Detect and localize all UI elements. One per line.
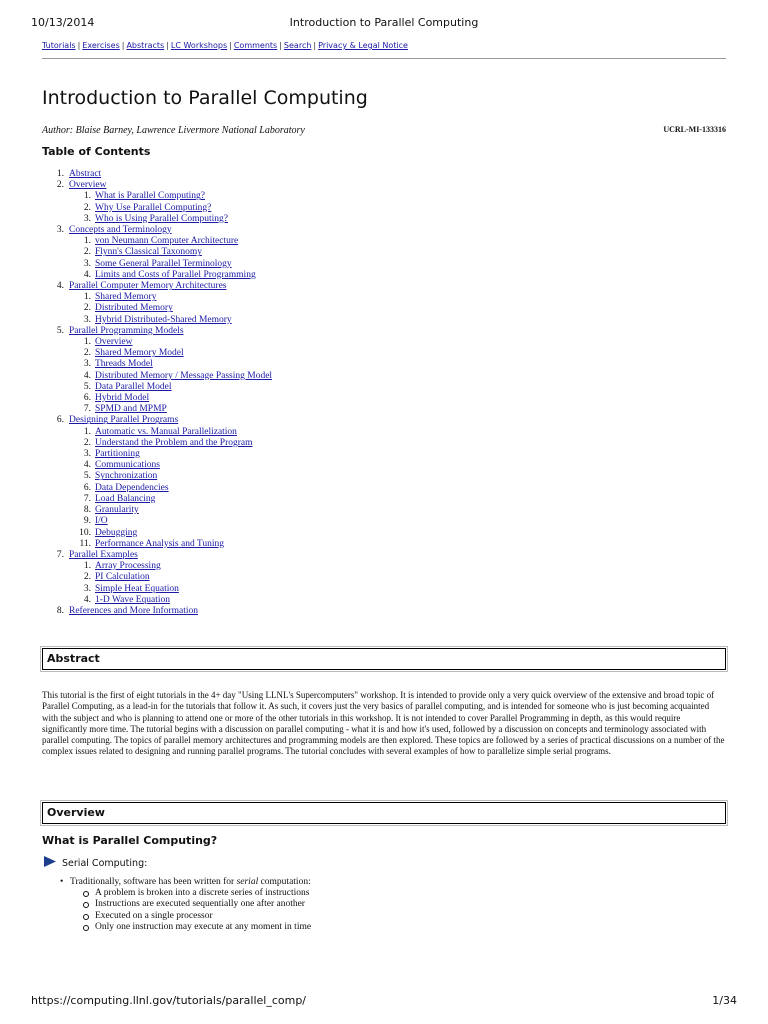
triangle-arrow-icon xyxy=(44,856,56,870)
nav-separator: | xyxy=(279,41,282,50)
toc-link[interactable]: Abstract xyxy=(69,169,102,179)
toc-link[interactable]: Overview xyxy=(69,180,107,191)
toc-subnumber: 3. xyxy=(83,258,91,269)
toc-subitem xyxy=(42,292,272,303)
toc-subitem xyxy=(42,270,272,281)
toc-sublink[interactable]: Partitioning xyxy=(95,449,140,460)
print-url: https://computing.llnl.gov/tutorials/parallel_comp/ xyxy=(31,994,307,1007)
toc-subnumber: 1. xyxy=(83,191,91,202)
toc-subitem xyxy=(42,561,272,572)
toc-subitem xyxy=(42,505,272,516)
overview-section-header xyxy=(42,802,726,824)
serial-computing-label-row xyxy=(44,856,147,870)
toc-subitem xyxy=(42,494,272,505)
toc-subitem xyxy=(42,528,272,539)
toc-number: 4. xyxy=(56,281,64,292)
serial-computing-label: Serial Computing: xyxy=(62,858,148,869)
toc-sublink[interactable]: Array Processing xyxy=(95,561,161,572)
serial-bullets xyxy=(60,877,311,933)
toc-sublink[interactable]: Why Use Parallel Computing? xyxy=(95,202,212,213)
toc-sublink[interactable]: Limits and Costs of Parallel Programming xyxy=(95,269,256,280)
toc-subitem xyxy=(42,303,272,314)
toc-sublink[interactable]: Granularity xyxy=(95,505,139,516)
sub-bullet-text: Instructions are executed sequentially one after another xyxy=(95,899,305,910)
toc-subitem xyxy=(42,203,272,214)
list-item xyxy=(60,888,311,899)
toc-subnumber: 3. xyxy=(83,359,91,370)
toc-subnumber: 2. xyxy=(83,247,91,258)
print-header xyxy=(31,16,737,32)
toc-subnumber: 3. xyxy=(83,583,91,594)
bullet-text-post: computation: xyxy=(258,877,311,887)
toc-item xyxy=(42,415,272,426)
list-item xyxy=(60,922,311,933)
toc-subnumber: 1. xyxy=(83,292,91,303)
toc-subitem xyxy=(42,393,272,404)
toc-subitem xyxy=(42,449,272,460)
toc-link[interactable]: Parallel Computer Memory Architectures xyxy=(69,281,227,292)
toc-item xyxy=(42,606,272,617)
toc-subnumber: 2. xyxy=(83,303,91,314)
toc-subnumber: 2. xyxy=(83,437,91,448)
toc-subitem xyxy=(42,359,272,370)
toc-subnumber: 4. xyxy=(83,370,91,381)
list-item xyxy=(60,911,311,922)
toc-item xyxy=(42,281,272,292)
toc-sublink[interactable]: Synchronization xyxy=(95,471,158,482)
circle-bullet-icon xyxy=(83,891,89,897)
nav-link[interactable]: Exercises xyxy=(82,41,120,50)
toc-subitem xyxy=(42,191,272,202)
toc-subnumber: 1. xyxy=(83,337,91,348)
nav-separator: | xyxy=(121,41,125,50)
toc-link[interactable]: References and More Information xyxy=(69,605,198,616)
toc-sublink[interactable]: Shared Memory xyxy=(95,292,157,303)
sub-bullet-text: Only one instruction may execute at any moment in time xyxy=(95,921,312,932)
toc-sublink[interactable]: Threads Model xyxy=(95,359,153,370)
toc-subitem xyxy=(42,247,272,258)
toc-subnumber: 6. xyxy=(83,393,91,404)
toc-link[interactable]: Parallel Programming Models xyxy=(69,325,184,336)
toc-subitem xyxy=(42,460,272,471)
toc-item xyxy=(42,169,272,180)
toc-subitem xyxy=(42,438,272,449)
what-is-parallel-heading: What is Parallel Computing? xyxy=(42,834,218,847)
toc-sublink[interactable]: What is Parallel Computing? xyxy=(95,191,206,202)
toc-sublink[interactable]: Flynn's Classical Taxonomy xyxy=(95,247,202,258)
toc-subnumber: 11. xyxy=(79,538,91,549)
toc-subitem xyxy=(42,337,272,348)
author-line: Author: Blaise Barney, Lawrence Livermore National Laboratory xyxy=(42,125,305,136)
toc-subitem xyxy=(42,214,272,225)
list-item xyxy=(60,899,311,910)
page-number: 1/34 xyxy=(712,994,737,1007)
toc-link[interactable]: Designing Parallel Programs xyxy=(69,415,179,426)
nav-separator: | xyxy=(313,41,317,50)
toc-subnumber: 1. xyxy=(83,236,91,247)
toc-sublink[interactable]: Hybrid Model xyxy=(95,393,150,404)
toc-number: 3. xyxy=(56,225,64,236)
toc-sublink[interactable]: Load Balancing xyxy=(95,493,156,504)
toc-sublink[interactable]: Distributed Memory / Message Passing Model xyxy=(95,370,273,381)
toc-subitem xyxy=(42,371,272,382)
circle-bullet-icon xyxy=(83,925,89,931)
toc-subnumber: 2. xyxy=(83,348,91,359)
toc-subitem xyxy=(42,584,272,595)
abstract-heading: Abstract xyxy=(47,652,100,665)
toc-subnumber: 6. xyxy=(83,482,91,493)
toc-sublink[interactable]: Some General Parallel Terminology xyxy=(95,258,232,269)
toc-number: 5. xyxy=(56,325,64,336)
toc-subitem xyxy=(42,595,272,606)
nav-link[interactable]: Privacy & Legal Notice xyxy=(318,41,408,50)
top-navigation xyxy=(42,41,408,50)
toc-subnumber: 3. xyxy=(83,314,91,325)
toc-sublink[interactable]: I/O xyxy=(95,516,108,527)
toc-sublink[interactable]: Automatic vs. Manual Parallelization xyxy=(95,426,237,437)
toc-sublink[interactable]: Understand the Problem and the Program xyxy=(95,437,253,448)
toc-sublink[interactable]: Overview xyxy=(95,337,133,348)
toc-subitem xyxy=(42,572,272,583)
toc-sublink[interactable]: SPMD and MPMP xyxy=(95,404,167,415)
toc-subnumber: 1. xyxy=(83,561,91,572)
nav-separator: | xyxy=(229,41,232,50)
toc-subnumber: 10. xyxy=(79,527,91,538)
page-title: Introduction to Parallel Computing xyxy=(42,87,368,109)
nav-link[interactable]: Search xyxy=(283,41,312,50)
toc-heading: Table of Contents xyxy=(42,145,151,158)
toc-sublink[interactable]: PI Calculation xyxy=(95,572,150,583)
toc-subitem xyxy=(42,315,272,326)
toc-subnumber: 1. xyxy=(83,426,91,437)
toc-sublink[interactable]: Debugging xyxy=(95,527,138,538)
bullet-text-em: serial xyxy=(236,877,259,887)
print-date: 10/13/2014 xyxy=(31,16,95,29)
toc-subnumber: 9. xyxy=(83,516,91,527)
toc-sublink[interactable]: Performance Analysis and Tuning xyxy=(95,538,225,549)
nav-separator: | xyxy=(166,41,169,50)
circle-bullet-icon xyxy=(83,914,89,920)
toc-number: 1. xyxy=(56,169,64,179)
toc-sublink[interactable]: Hybrid Distributed-Shared Memory xyxy=(95,314,232,325)
toc-subnumber: 2. xyxy=(83,202,91,213)
sub-bullet-text: Executed on a single processor xyxy=(95,910,213,921)
toc-sublink[interactable]: Data Dependencies xyxy=(95,482,169,493)
toc-subitem xyxy=(42,483,272,494)
toc-subitem xyxy=(42,471,272,482)
print-title: Introduction to Parallel Computing xyxy=(289,16,479,29)
toc-subitem xyxy=(42,404,272,415)
table-of-contents xyxy=(42,169,272,617)
toc-sublink[interactable]: von Neumann Computer Architecture xyxy=(95,236,239,247)
print-footer xyxy=(31,994,737,1010)
toc-subnumber: 4. xyxy=(83,460,91,471)
abstract-text: This tutorial is the first of eight tutorials in the 4+ day "Using LLNL's Supercomputers" workshop. It is intended to provide only a very quick overview of the extensive and broad topic of Parallel Computing, as a lead-in for the tutorials that follow it. As such, it covers just the very basics of parallel computing, and is intended for someone who is just becoming acquainted with the subject and who is planning to attend one or more of the other tutorials in this workshop. It is not intended to cover Parallel Programming in depth, as this would require significantly more time. The tutorial begins with a discussion on parallel computing - what it is and how it's used, followed by a discussion on concepts and terminology associated with parallel computing. The topics of parallel memory architectures and programming models are then explored. These topics are followed by a series of practical discussions on a number of the complex issues related to designing and running parallel programs. The tutorial concludes with several examples of how to parallelize simple serial programs. xyxy=(42,690,725,757)
toc-number: 6. xyxy=(56,415,64,426)
toc-link[interactable]: Concepts and Terminology xyxy=(69,225,172,236)
toc-sublink[interactable]: Who is Using Parallel Computing? xyxy=(95,213,228,224)
toc-subitem xyxy=(42,427,272,438)
toc-subitem xyxy=(42,539,272,550)
toc-subitem xyxy=(42,382,272,393)
toc-sublink[interactable]: Simple Heat Equation xyxy=(95,583,179,594)
toc-sublink[interactable]: Data Parallel Model xyxy=(95,381,172,392)
toc-subnumber: 8. xyxy=(83,505,91,516)
toc-subnumber: 7. xyxy=(83,493,91,504)
toc-subitem xyxy=(42,236,272,247)
toc-sublink[interactable]: Communications xyxy=(95,460,160,471)
toc-sublink[interactable]: Shared Memory Model xyxy=(95,348,184,359)
toc-sublink[interactable]: 1-D Wave Equation xyxy=(95,594,171,605)
toc-item xyxy=(42,225,272,236)
abstract-section-header xyxy=(42,648,726,670)
toc-item xyxy=(42,180,272,191)
nav-link[interactable]: Abstracts xyxy=(126,41,165,50)
toc-subnumber: 7. xyxy=(83,404,91,415)
toc-subitem xyxy=(42,259,272,270)
nav-divider xyxy=(42,58,726,59)
toc-subnumber: 2. xyxy=(83,572,91,583)
list-item xyxy=(60,877,311,888)
bullet-text-pre: Traditionally, software has been written for xyxy=(70,877,237,887)
toc-subitem xyxy=(42,516,272,527)
toc-sublink[interactable]: Distributed Memory xyxy=(95,303,173,314)
toc-item xyxy=(42,326,272,337)
toc-subnumber: 4. xyxy=(83,594,91,605)
toc-number: 7. xyxy=(56,549,64,560)
toc-number: 8. xyxy=(56,605,64,616)
nav-separator: | xyxy=(77,41,81,50)
toc-subnumber: 4. xyxy=(83,269,91,280)
sub-bullet-text: A problem is broken into a discrete series of instructions xyxy=(95,888,310,899)
toc-item xyxy=(42,550,272,561)
nav-link[interactable]: Tutorials xyxy=(42,41,76,50)
overview-heading: Overview xyxy=(47,806,105,819)
toc-link[interactable]: Parallel Examples xyxy=(69,549,138,560)
nav-link[interactable]: Comments xyxy=(233,41,278,50)
toc-number: 2. xyxy=(56,180,64,191)
report-id: UCRL-MI-133316 xyxy=(663,125,726,134)
toc-subnumber: 3. xyxy=(83,449,91,460)
circle-bullet-icon xyxy=(83,902,89,908)
nav-link[interactable]: LC Workshops xyxy=(170,41,228,50)
toc-subnumber: 5. xyxy=(83,471,91,482)
toc-subitem xyxy=(42,348,272,359)
toc-subnumber: 5. xyxy=(83,381,91,392)
toc-subnumber: 3. xyxy=(83,213,91,224)
